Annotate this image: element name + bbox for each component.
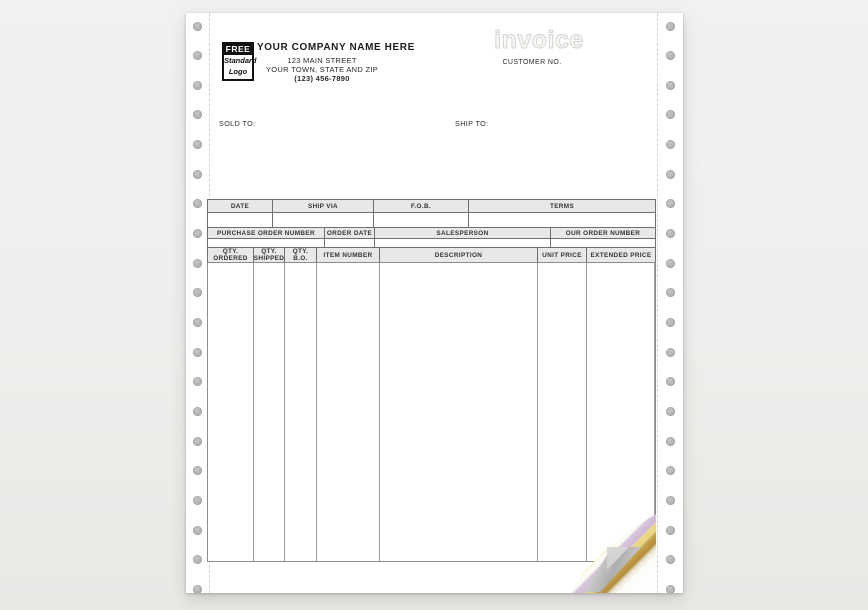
- tractor-hole: [193, 496, 202, 505]
- company-name: YOUR COMPANY NAME HERE: [257, 42, 415, 53]
- qty-shipped-header-cell: QTY. SHIPPED: [254, 248, 285, 262]
- tractor-hole: [193, 81, 202, 90]
- tractor-hole: [666, 51, 675, 60]
- tractor-hole: [666, 377, 675, 386]
- tractor-hole: [666, 496, 675, 505]
- fob-value-cell: [374, 213, 469, 227]
- tractor-hole: [193, 199, 202, 208]
- tractor-hole: [193, 348, 202, 357]
- info-value-row-1: [207, 212, 656, 228]
- invoice-form-paper: [186, 13, 683, 593]
- tractor-hole: [666, 585, 675, 593]
- tractor-hole: [193, 555, 202, 564]
- tractor-hole: [193, 288, 202, 297]
- tractor-hole: [193, 259, 202, 268]
- qty-bo-header-cell: QTY. B.O.: [285, 248, 317, 262]
- tractor-hole: [666, 140, 675, 149]
- ship-via-header-cell: SHIP VIA: [273, 200, 374, 212]
- qty-shipped-column: [254, 263, 285, 561]
- tractor-hole: [193, 110, 202, 119]
- logo-free-label: FREE: [225, 44, 251, 54]
- info-header-row-1: [207, 199, 656, 213]
- tractor-hole: [193, 170, 202, 179]
- tractor-hole: [193, 51, 202, 60]
- tractor-hole: [193, 140, 202, 149]
- tractor-hole: [666, 288, 675, 297]
- perforation-line-right: [657, 13, 658, 593]
- company-city-state-zip: YOUR TOWN, STATE AND ZIP: [265, 65, 379, 74]
- line-items-header-row: [207, 247, 656, 263]
- tractor-hole: [666, 348, 675, 357]
- tractor-hole: [193, 318, 202, 327]
- description-header-cell: DESCRIPTION: [380, 248, 538, 262]
- ship-via-value-cell: [273, 213, 374, 227]
- company-phone: (123) 456-7890: [294, 74, 350, 83]
- sold-to-label: SOLD TO:: [219, 119, 256, 128]
- ship-to-label: SHIP TO:: [455, 119, 489, 128]
- tractor-hole: [193, 526, 202, 535]
- tractor-feed-strip-right: [658, 13, 683, 593]
- tractor-hole: [666, 199, 675, 208]
- tractor-hole: [193, 585, 202, 593]
- item-number-header-cell: ITEM NUMBER: [317, 248, 380, 262]
- our-order-number-header-cell: OUR ORDER NUMBER: [565, 229, 641, 237]
- company-street: 123 MAIN STREET: [287, 56, 357, 65]
- our-order-number-value-cell: [551, 239, 655, 247]
- tractor-hole: [666, 81, 675, 90]
- po-number-header-cell: PURCHASE ORDER NUMBER: [208, 228, 325, 238]
- terms-value-cell: [469, 213, 655, 227]
- tractor-hole: [666, 110, 675, 119]
- tractor-hole: [193, 466, 202, 475]
- salesperson-value-cell: [375, 239, 551, 247]
- unit-price-header-cell: UNIT PRICE: [538, 248, 587, 262]
- extended-price-header-cell: EXTENDED PRICE: [590, 251, 652, 259]
- order-date-header-cell: ORDER DATE: [325, 228, 375, 238]
- tractor-hole: [666, 555, 675, 564]
- salesperson-header-cell: SALESPERSON: [375, 228, 551, 238]
- tractor-hole: [193, 22, 202, 31]
- tractor-hole: [666, 437, 675, 446]
- customer-no-label: CUSTOMER NO.: [502, 59, 562, 66]
- tractor-hole: [193, 377, 202, 386]
- tractor-hole: [666, 22, 675, 31]
- tractor-hole: [193, 437, 202, 446]
- logo-standard-label: Standard: [224, 56, 257, 65]
- qty-ordered-column: [208, 263, 254, 561]
- tractor-hole: [666, 407, 675, 416]
- qty-ordered-header-cell: QTY. ORDERED: [208, 248, 254, 262]
- tractor-hole: [666, 318, 675, 327]
- qty-bo-column: [285, 263, 317, 561]
- date-value-cell: [208, 213, 273, 227]
- po-number-value-cell: [208, 239, 325, 247]
- tractor-hole: [666, 466, 675, 475]
- invoice-title: invoice: [494, 26, 584, 54]
- date-header-cell: DATE: [208, 200, 273, 212]
- terms-header-cell: TERMS: [549, 202, 575, 210]
- tractor-hole: [666, 170, 675, 179]
- description-column: [380, 263, 538, 561]
- item-number-column: [317, 263, 380, 561]
- logo-logo-label: Logo: [228, 66, 248, 76]
- tractor-feed-strip-left: [186, 13, 209, 593]
- tractor-hole: [193, 407, 202, 416]
- tractor-hole: [666, 229, 675, 238]
- fob-header-cell: F.O.B.: [374, 200, 469, 212]
- corner-curl-multipart-copies: [571, 508, 656, 593]
- tractor-hole: [666, 259, 675, 268]
- tractor-hole: [666, 526, 675, 535]
- order-date-value-cell: [325, 239, 375, 247]
- tractor-hole: [193, 229, 202, 238]
